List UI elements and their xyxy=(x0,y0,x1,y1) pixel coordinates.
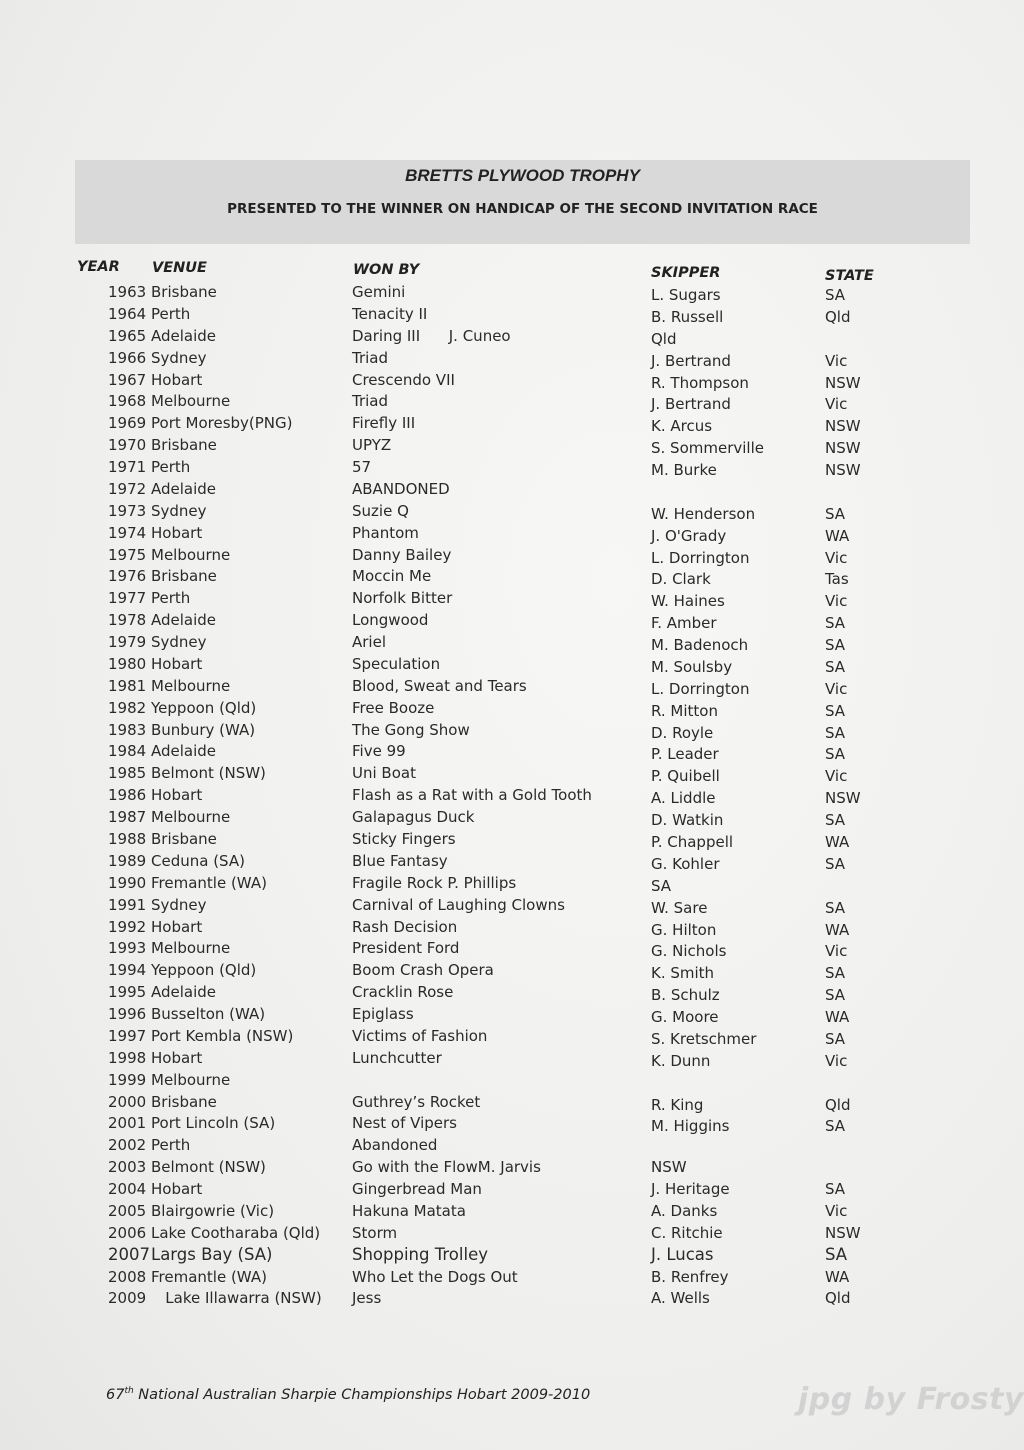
cell-venue: Blairgowrie (Vic) xyxy=(151,1201,275,1220)
cell-venue: Bunbury (WA) xyxy=(151,720,256,739)
cell-won-by: Guthrey’s Rocket xyxy=(352,1092,481,1111)
cell-skipper: SA xyxy=(651,876,672,895)
cell-venue: Hobart xyxy=(151,1048,203,1067)
cell-year: 1974 xyxy=(108,523,147,542)
table-row xyxy=(0,565,1024,587)
cell-won-by: Gemini xyxy=(352,283,406,301)
cell-venue: Adelaide xyxy=(151,326,217,345)
cell-state: SA xyxy=(825,636,846,655)
table-row xyxy=(0,850,1024,872)
cell-year: 1985 xyxy=(108,764,147,783)
header-venue: VENUE xyxy=(152,260,207,276)
cell-state: Tas xyxy=(825,570,849,589)
table-row xyxy=(0,500,1024,522)
cell-venue: Perth xyxy=(151,589,191,608)
cell-skipper: NSW xyxy=(651,1158,687,1177)
cell-state: Vic xyxy=(825,592,848,611)
cell-venue: Fremantle (WA) xyxy=(151,873,267,892)
cell-state: SA xyxy=(825,745,846,764)
cell-won-by: Rash Decision xyxy=(352,917,458,936)
cell-skipper: A. Wells xyxy=(651,1289,710,1308)
cell-year: 1981 xyxy=(108,676,147,695)
cell-skipper: M. Burke xyxy=(651,461,717,480)
cell-won-by: Cracklin Rose xyxy=(352,983,454,1002)
cell-year: 1978 xyxy=(108,611,147,630)
cell-skipper: G. Hilton xyxy=(651,920,717,939)
cell-state: Qld xyxy=(825,1289,851,1308)
cell-skipper: G. Kohler xyxy=(651,854,720,873)
table-row xyxy=(0,587,1024,609)
cell-year: 1996 xyxy=(108,1005,147,1024)
cell-year: 2009 xyxy=(108,1289,147,1308)
cell-skipper: J. O'Grady xyxy=(651,526,727,545)
cell-year: 1977 xyxy=(108,589,147,608)
cell-venue: Brisbane xyxy=(151,436,217,455)
cell-won-by: Blood, Sweat and Tears xyxy=(352,676,527,695)
cell-state: SA xyxy=(825,898,846,917)
table-row xyxy=(0,675,1024,697)
cell-skipper: G. Moore xyxy=(651,1008,719,1027)
cell-skipper: J. Bertrand xyxy=(651,395,731,414)
cell-skipper: S. Sommerville xyxy=(651,439,764,458)
cell-state: Vic xyxy=(825,679,848,698)
cell-state: WA xyxy=(825,1008,850,1027)
cell-year: 1998 xyxy=(108,1048,147,1067)
footer-title: National Australian Sharpie Championships Hobart 2009-2010 xyxy=(133,1386,591,1403)
cell-venue: Sydney xyxy=(151,501,207,520)
cell-skipper: W. Haines xyxy=(651,592,725,611)
cell-year: 1963 xyxy=(108,283,147,301)
cell-venue: Adelaide xyxy=(151,983,217,1002)
cell-venue: Busselton (WA) xyxy=(151,1005,266,1024)
cell-year: 1983 xyxy=(108,720,147,739)
cell-state: NSW xyxy=(825,1223,861,1242)
cell-skipper: J. Bertrand xyxy=(651,351,731,370)
cell-year: 1988 xyxy=(108,830,147,848)
cell-state: WA xyxy=(825,920,850,939)
cell-year: 1972 xyxy=(108,479,147,498)
header-year: YEAR xyxy=(77,259,120,275)
cell-year: 1973 xyxy=(108,501,147,520)
cell-skipper: R. Mitton xyxy=(651,701,718,720)
cell-venue: Ceduna (SA) xyxy=(151,851,245,870)
cell-skipper: L. Dorrington xyxy=(651,548,750,567)
cell-won-by: Moccin Me xyxy=(352,567,432,586)
cell-venue: Sydney xyxy=(151,348,207,367)
header-skipper: SKIPPER xyxy=(651,265,721,281)
cell-won-by: Five 99 xyxy=(352,742,406,761)
table-row xyxy=(0,1156,1024,1178)
cell-state: NSW xyxy=(825,461,861,480)
cell-skipper: K. Dunn xyxy=(651,1051,711,1070)
cell-skipper: K. Arcus xyxy=(651,417,713,436)
cell-won-by: Shopping Trolley xyxy=(352,1244,488,1264)
table-row xyxy=(0,981,1024,1003)
cell-year: 1976 xyxy=(108,567,147,586)
cell-year: 1994 xyxy=(108,961,147,980)
cell-year: 1975 xyxy=(108,545,147,564)
cell-skipper: L. Sugars xyxy=(651,286,721,304)
table-row xyxy=(0,390,1024,412)
cell-venue: Port Lincoln (SA) xyxy=(151,1114,276,1133)
cell-skipper: B. Russell xyxy=(651,307,724,326)
cell-skipper: F. Amber xyxy=(651,614,717,633)
cell-venue: Melbourne xyxy=(151,939,231,958)
cell-state: NSW xyxy=(825,789,861,808)
table-row xyxy=(0,609,1024,631)
cell-year: 1979 xyxy=(108,633,147,652)
cell-won-by: Carnival of Laughing Clowns xyxy=(352,895,565,914)
cell-venue: Hobart xyxy=(151,370,203,389)
cell-state: Qld xyxy=(825,1095,851,1114)
cell-won-by: Triad xyxy=(352,392,389,411)
cell-state: SA xyxy=(825,701,846,720)
cell-won-by: Daring III J. Cuneo xyxy=(352,326,511,345)
cell-skipper: M. Soulsby xyxy=(651,657,733,676)
cell-state: Vic xyxy=(825,548,848,567)
cell-venue: Hobart xyxy=(151,1180,203,1199)
cell-state: Vic xyxy=(825,767,848,786)
cell-skipper: G. Nichols xyxy=(651,942,727,961)
cell-venue: Hobart xyxy=(151,917,203,936)
cell-state: Vic xyxy=(825,942,848,961)
cell-year: 1995 xyxy=(108,983,147,1002)
cell-year: 1999 xyxy=(108,1070,147,1089)
cell-won-by: Jess xyxy=(352,1289,382,1308)
cell-state: WA xyxy=(825,526,850,545)
cell-won-by: Tenacity II xyxy=(352,304,428,323)
cell-venue: Hobart xyxy=(151,654,203,673)
cell-venue: Adelaide xyxy=(151,479,217,498)
cell-year: 1971 xyxy=(108,458,147,477)
table-row xyxy=(0,325,1024,347)
cell-venue: Melbourne xyxy=(151,392,231,411)
cell-year: 1997 xyxy=(108,1026,147,1045)
cell-state: Vic xyxy=(825,351,848,370)
cell-skipper: D. Clark xyxy=(651,570,711,589)
table-row xyxy=(0,828,1024,850)
cell-year: 1980 xyxy=(108,654,147,673)
cell-state: SA xyxy=(825,504,846,523)
table-row xyxy=(0,347,1024,369)
cell-venue: Brisbane xyxy=(151,830,217,848)
cell-won-by: Suzie Q xyxy=(352,501,409,520)
table-row xyxy=(0,697,1024,719)
cell-skipper: M. Higgins xyxy=(651,1117,730,1136)
cell-venue: Sydney xyxy=(151,633,207,652)
cell-skipper: C. Ritchie xyxy=(651,1223,723,1242)
table-row xyxy=(0,522,1024,544)
cell-skipper: P. Leader xyxy=(651,745,719,764)
cell-state: SA xyxy=(825,986,846,1005)
cell-skipper: D. Watkin xyxy=(651,811,724,830)
cell-state: Qld xyxy=(825,307,851,326)
cell-won-by: Gingerbread Man xyxy=(352,1180,482,1199)
table-row xyxy=(0,1222,1024,1244)
table-row xyxy=(0,1091,1024,1113)
cell-year: 1970 xyxy=(108,436,147,455)
cell-won-by: Free Booze xyxy=(352,698,435,717)
cell-venue: Perth xyxy=(151,458,191,477)
cell-won-by: Epiglass xyxy=(352,1005,414,1024)
cell-skipper: J. Heritage xyxy=(651,1180,730,1199)
cell-year: 1987 xyxy=(108,808,147,827)
cell-won-by: Abandoned xyxy=(352,1136,438,1155)
table-row xyxy=(0,631,1024,653)
cell-venue: Lake Illawarra (NSW) xyxy=(151,1289,322,1308)
cell-won-by: Longwood xyxy=(352,611,429,630)
footer-number: 67 xyxy=(106,1386,125,1403)
cell-state: SA xyxy=(825,723,846,742)
cell-won-by: UPYZ xyxy=(352,436,392,455)
cell-year: 1986 xyxy=(108,786,147,805)
table-row xyxy=(0,762,1024,784)
cell-won-by: Hakuna Matata xyxy=(352,1201,466,1220)
cell-venue: Brisbane xyxy=(151,283,217,301)
cell-state: SA xyxy=(825,286,846,304)
cell-skipper: Qld xyxy=(651,329,677,348)
cell-won-by: Flash as a Rat with a Gold Tooth xyxy=(352,786,592,805)
cell-skipper: L. Dorrington xyxy=(651,679,750,698)
table-row xyxy=(0,369,1024,391)
cell-year: 1984 xyxy=(108,742,147,761)
cell-venue: Lake Cootharaba (Qld) xyxy=(151,1223,321,1242)
cell-year: 2000 xyxy=(108,1092,147,1111)
footer-suffix: th xyxy=(124,1386,134,1396)
cell-venue: Belmont (NSW) xyxy=(151,1158,266,1177)
cell-won-by: Go with the FlowM. Jarvis xyxy=(352,1158,541,1177)
cell-venue: Hobart xyxy=(151,523,203,542)
cell-year: 1993 xyxy=(108,939,147,958)
watermark: jpg by Frosty xyxy=(798,1382,1024,1417)
table-row xyxy=(0,478,1024,500)
cell-state: SA xyxy=(825,1117,846,1136)
table-row xyxy=(0,740,1024,762)
cell-venue: Largs Bay (SA) xyxy=(151,1244,273,1264)
table-row xyxy=(0,916,1024,938)
cell-won-by: Firefly III xyxy=(352,414,416,433)
table-row xyxy=(0,1134,1024,1156)
cell-state: SA xyxy=(825,657,846,676)
table-row xyxy=(0,1025,1024,1047)
cell-state: SA xyxy=(825,1029,846,1048)
cell-skipper: W. Henderson xyxy=(651,504,756,523)
cell-venue: Belmont (NSW) xyxy=(151,764,266,783)
cell-skipper: R. King xyxy=(651,1095,704,1114)
cell-year: 1990 xyxy=(108,873,147,892)
cell-skipper: D. Royle xyxy=(651,723,714,742)
cell-state: Vic xyxy=(825,1051,848,1070)
cell-won-by: Ariel xyxy=(352,633,386,652)
table-row xyxy=(0,1112,1024,1134)
cell-skipper: A. Danks xyxy=(651,1201,718,1220)
cell-year: 1966 xyxy=(108,348,147,367)
table-row xyxy=(0,1069,1024,1091)
cell-year: 1967 xyxy=(108,370,147,389)
cell-state: NSW xyxy=(825,439,861,458)
table-row xyxy=(0,1266,1024,1288)
cell-year: 1965 xyxy=(108,326,147,345)
cell-year: 1964 xyxy=(108,304,147,323)
cell-venue: Melbourne xyxy=(151,676,231,695)
cell-venue: Hobart xyxy=(151,786,203,805)
cell-won-by: Norfolk Bitter xyxy=(352,589,453,608)
cell-won-by: President Ford xyxy=(352,939,460,958)
cell-year: 2001 xyxy=(108,1114,147,1133)
table-row xyxy=(0,456,1024,478)
cell-skipper: K. Smith xyxy=(651,964,715,983)
cell-year: 2004 xyxy=(108,1180,147,1199)
cell-skipper: J. Lucas xyxy=(651,1244,714,1264)
cell-won-by: Lunchcutter xyxy=(352,1048,442,1067)
table-row xyxy=(0,412,1024,434)
trophy-title: BRETTS PLYWOOD TROPHY xyxy=(405,166,640,185)
cell-won-by: Sticky Fingers xyxy=(352,830,456,848)
cell-won-by: Storm xyxy=(352,1223,398,1242)
cell-skipper: B. Schulz xyxy=(651,986,720,1005)
table-row xyxy=(0,937,1024,959)
cell-skipper: M. Badenoch xyxy=(651,636,749,655)
cell-skipper: S. Kretschmer xyxy=(651,1029,757,1048)
cell-won-by: Nest of Vipers xyxy=(352,1114,457,1133)
cell-state: WA xyxy=(825,833,850,851)
cell-won-by: Boom Crash Opera xyxy=(352,961,494,980)
trophy-subtitle: PRESENTED TO THE WINNER ON HANDICAP OF THE SECOND INVITATION RACE xyxy=(227,201,818,217)
cell-state: SA xyxy=(825,614,846,633)
cell-state: SA xyxy=(825,1244,848,1264)
cell-venue: Adelaide xyxy=(151,611,217,630)
cell-state: Vic xyxy=(825,395,848,414)
cell-state: SA xyxy=(825,964,846,983)
cell-year: 1969 xyxy=(108,414,147,433)
header-won-by: WON BY xyxy=(353,262,420,278)
table-row xyxy=(0,544,1024,566)
cell-won-by: Victims of Fashion xyxy=(352,1026,488,1045)
footer-text xyxy=(106,1386,590,1403)
cell-state: SA xyxy=(825,854,846,873)
cell-won-by: Triad xyxy=(352,348,389,367)
cell-year: 2005 xyxy=(108,1201,147,1220)
cell-venue: Brisbane xyxy=(151,1092,217,1111)
cell-venue: Adelaide xyxy=(151,742,217,761)
table-row xyxy=(0,1244,1024,1266)
cell-year: 2007 xyxy=(108,1244,150,1264)
cell-skipper: P. Quibell xyxy=(651,767,720,786)
table-row xyxy=(0,281,1024,303)
table-row xyxy=(0,653,1024,675)
cell-won-by: 57 xyxy=(352,458,372,477)
table-row xyxy=(0,719,1024,741)
cell-venue: Brisbane xyxy=(151,567,217,586)
cell-year: 2008 xyxy=(108,1267,147,1286)
cell-won-by: Crescendo VII xyxy=(352,370,455,389)
cell-year: 2002 xyxy=(108,1136,147,1155)
cell-skipper: W. Sare xyxy=(651,898,708,917)
cell-skipper: R. Thompson xyxy=(651,373,749,392)
table-row xyxy=(0,894,1024,916)
cell-won-by: Who Let the Dogs Out xyxy=(352,1267,518,1286)
cell-venue: Fremantle (WA) xyxy=(151,1267,267,1286)
cell-state: NSW xyxy=(825,417,861,436)
table-row xyxy=(0,434,1024,456)
cell-skipper: B. Renfrey xyxy=(651,1267,729,1286)
cell-venue: Melbourne xyxy=(151,1070,231,1089)
cell-won-by: Speculation xyxy=(352,654,441,673)
cell-won-by: Phantom xyxy=(352,523,419,542)
cell-venue: Perth xyxy=(151,1136,191,1155)
cell-venue: Perth xyxy=(151,304,191,323)
cell-venue: Port Moresby(PNG) xyxy=(151,414,293,433)
cell-state: WA xyxy=(825,1267,850,1286)
cell-won-by: ABANDONED xyxy=(352,479,450,498)
table-row xyxy=(0,806,1024,828)
cell-skipper: A. Liddle xyxy=(651,789,716,808)
cell-venue: Melbourne xyxy=(151,545,231,564)
cell-state: SA xyxy=(825,811,846,830)
cell-won-by: The Gong Show xyxy=(352,720,470,739)
header-state: STATE xyxy=(825,268,874,284)
cell-year: 1968 xyxy=(108,392,147,411)
cell-year: 1989 xyxy=(108,851,147,870)
cell-won-by: Uni Boat xyxy=(352,764,416,783)
cell-won-by: Blue Fantasy xyxy=(352,851,448,870)
table-row xyxy=(0,1003,1024,1025)
table-row xyxy=(0,784,1024,806)
cell-state: SA xyxy=(825,1180,846,1199)
cell-year: 2006 xyxy=(108,1223,147,1242)
cell-venue: Port Kembla (NSW) xyxy=(151,1026,294,1045)
table-row xyxy=(0,872,1024,894)
cell-venue: Yeppoon (Qld) xyxy=(151,961,257,980)
table-row xyxy=(0,303,1024,325)
cell-won-by: Danny Bailey xyxy=(352,545,452,564)
cell-year: 1991 xyxy=(108,895,147,914)
cell-state: Vic xyxy=(825,1201,848,1220)
cell-won-by: Fragile Rock P. Phillips xyxy=(352,873,517,892)
cell-venue: Melbourne xyxy=(151,808,231,827)
cell-skipper: P. Chappell xyxy=(651,833,734,851)
cell-year: 2003 xyxy=(108,1158,147,1177)
table-row xyxy=(0,1200,1024,1222)
table-row xyxy=(0,959,1024,981)
cell-venue: Sydney xyxy=(151,895,207,914)
cell-year: 1982 xyxy=(108,698,147,717)
table-row xyxy=(0,1047,1024,1069)
cell-won-by: Galapagus Duck xyxy=(352,808,475,827)
table-row xyxy=(0,1178,1024,1200)
cell-year: 1992 xyxy=(108,917,147,936)
cell-venue: Yeppoon (Qld) xyxy=(151,698,257,717)
table-row xyxy=(0,1287,1024,1309)
cell-state: NSW xyxy=(825,373,861,392)
